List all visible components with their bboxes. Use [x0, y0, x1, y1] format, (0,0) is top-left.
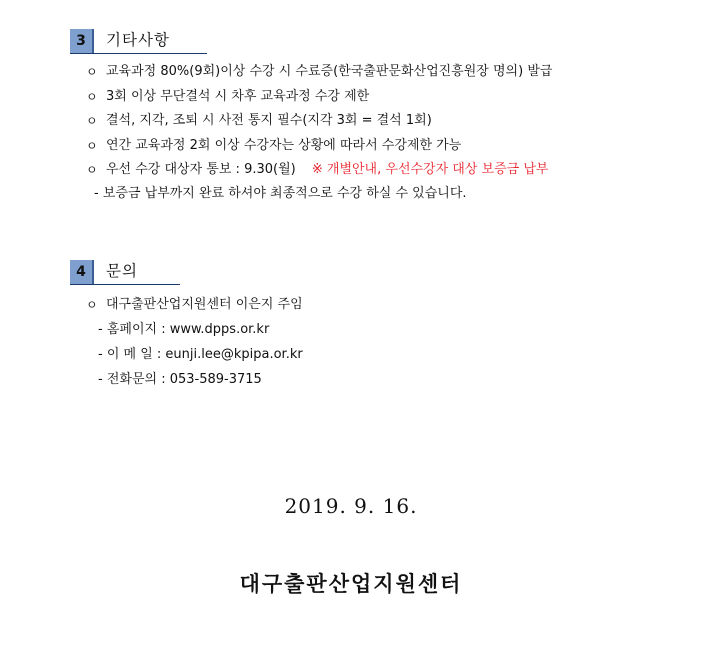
list-item: 3회 이상 무단결석 시 차후 교육과정 수강 제한	[106, 89, 370, 104]
section-3-number: 3	[70, 29, 94, 53]
section-4-heading	[70, 259, 180, 285]
section-4-number: 4	[70, 260, 94, 284]
section-3-title: 기타사항	[106, 31, 170, 49]
contact-homepage: - 홈페이지 : www.dpps.or.kr	[98, 322, 270, 337]
bullet-icon: ㅇ	[86, 114, 98, 128]
bullet-icon: ㅇ	[86, 163, 98, 177]
document-date: 2019. 9. 16.	[284, 494, 418, 518]
priority-notice-text: 우선 수강 대상자 통보 : 9.30(월)	[106, 162, 296, 177]
list-item: 교육과정 80%(9회)이상 수강 시 수료증(한국출판문화산업진흥원장 명의) 발급	[106, 64, 553, 79]
section-4-title: 문의	[106, 262, 138, 280]
contact-person: 대구출판산업지원센터 이은지 주임	[106, 297, 303, 312]
bullet-icon: ㅇ	[86, 90, 98, 104]
contact-email: - 이 메 일 : eunji.lee@kpipa.or.kr	[98, 347, 303, 362]
list-item: 연간 교육과정 2회 이상 수강자는 상황에 따라서 수강제한 가능	[106, 138, 462, 153]
deposit-sub-note: - 보증금 납부까지 완료 하셔야 최종적으로 수강 하실 수 있습니다.	[94, 186, 467, 201]
organization-name: 대구출판산업지원센터	[239, 572, 463, 596]
list-item	[106, 162, 548, 178]
bullet-icon: ㅇ	[86, 298, 98, 312]
priority-deposit-note: ※ 개별안내, 우선수강자 대상 보증금 납부	[311, 162, 549, 177]
section-3-heading	[70, 28, 207, 54]
bullet-icon: ㅇ	[86, 65, 98, 79]
bullet-icon: ㅇ	[86, 139, 98, 153]
list-item: 결석, 지각, 조퇴 시 사전 통지 필수(지각 3회 = 결석 1회)	[106, 113, 432, 128]
contact-phone: - 전화문의 : 053-589-3715	[98, 372, 262, 387]
